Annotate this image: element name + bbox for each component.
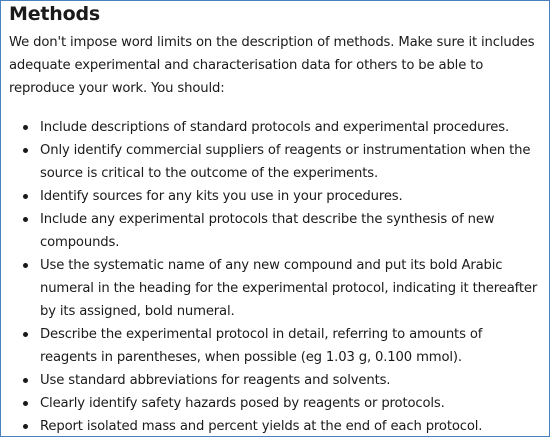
- methods-content: [9, 1, 541, 438]
- list-item-text: Only identify commercial suppliers of reagents or instrumentation when the source is critical to the outcome of the experiments.: [40, 143, 531, 181]
- bullet-dot-icon: [23, 217, 28, 222]
- bullet-dot-icon: [23, 378, 28, 383]
- list-item-text: Report isolated mass and percent yields at the end of each protocol.: [40, 419, 483, 434]
- list-item: [9, 116, 541, 139]
- list-item-text: Use the systematic name of any new compound and put its bold Arabic numeral in the heading for the experimental protocol, indicating it thereafter by its assigned, bold numeral.: [40, 258, 538, 319]
- list-item: [9, 208, 541, 254]
- bullet-dot-icon: [23, 194, 28, 199]
- bullet-dot-icon: [23, 148, 28, 153]
- bullet-dot-icon: [23, 125, 28, 130]
- list-item: [9, 392, 541, 415]
- list-item-text: Include any experimental protocols that describe the synthesis of new compounds.: [40, 212, 495, 250]
- list-item: [9, 185, 541, 208]
- intro-paragraph: We don't impose word limits on the description of methods. Make sure it includes adequate experimental and characterisation data for others to be able to reproduce your work. You should:: [9, 35, 535, 96]
- list-item: [9, 323, 541, 369]
- section-title: Methods: [9, 3, 100, 25]
- bullet-dot-icon: [23, 332, 28, 337]
- list-item: [9, 139, 541, 185]
- bullet-dot-icon: [23, 424, 28, 429]
- methods-bullet-list: [9, 116, 541, 438]
- list-item-text: Identify sources for any kits you use in your procedures.: [40, 189, 403, 204]
- list-item-text: Clearly identify safety hazards posed by reagents or protocols.: [40, 396, 445, 411]
- bullet-dot-icon: [23, 401, 28, 406]
- list-item: [9, 415, 541, 438]
- list-item-text: Describe the experimental protocol in detail, referring to amounts of reagents in parentheses, when possible (eg 1.03 g, 0.100 mmol).: [40, 327, 483, 365]
- list-item-text: Use standard abbreviations for reagents and solvents.: [40, 373, 391, 388]
- bullet-dot-icon: [23, 263, 28, 268]
- list-item: [9, 254, 541, 323]
- list-item: [9, 369, 541, 392]
- list-item-text: Include descriptions of standard protocols and experimental procedures.: [40, 120, 510, 135]
